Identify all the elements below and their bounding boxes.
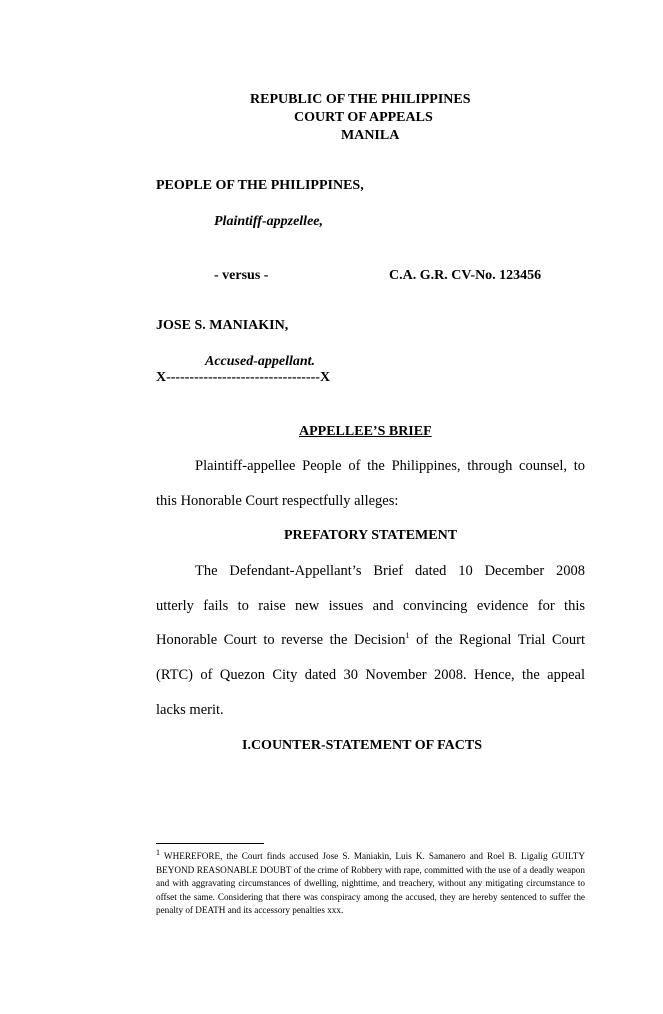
prefatory-line-3-rest: of the Regional Trial Court [409,632,585,648]
footnote-marker: 1 [156,847,160,857]
prefatory-line-5: lacks merit. [156,702,224,718]
prefatory-heading: PREFATORY STATEMENT [283,528,458,543]
intro-line-1: Plaintiff-appellee People of the Philippines, through counsel, to [195,458,585,474]
header-court: COURT OF APPEALS [294,110,433,125]
prefatory-line-3-text: Honorable Court to reverse the Decision [156,632,406,648]
prefatory-line-3 [156,632,585,649]
header-city: MANILA [341,128,400,143]
section-heading-facts: I.COUNTER-STATEMENT OF FACTS [242,738,482,753]
accused-name: JOSE S. MANIAKIN, [156,318,289,333]
prefatory-line-4: (RTC) of Quezon City dated 30 November 2008. Hence, the appeal [156,667,585,683]
brief-title: APPELLEE’S BRIEF [299,424,432,439]
footnote-reference: 1 [405,631,410,641]
plaintiff-name: PEOPLE OF THE PHILIPPINES, [156,178,364,193]
intro-line-2: this Honorable Court respectfully alleges: [156,493,399,509]
prefatory-line-1: The Defendant-Appellant’s Brief dated 10 December 2008 [195,563,585,579]
versus-label: - versus - [214,268,269,283]
accused-role: Accused-appellant. [205,354,316,369]
footnote-separator [156,843,264,844]
footnote [156,847,585,918]
prefatory-line-2: utterly fails to raise new issues and convincing evidence for this [156,598,585,614]
header-republic: REPUBLIC OF THE PHILIPPINES [250,92,471,107]
plaintiff-role: Plaintiff-appzellee, [214,214,323,229]
footnote-text: WHEREFORE, the Court finds accused Jose S. Maniakin, Luis K. Samanero and Roel B. Ligalig GUILTY BEYOND REASONABLE DOUBT of the crime of Robbery with rape, committed with the use of a deadly weapon and with aggravating circumstances of dwelling, nighttime, and treachery, without any mitigating circumstance to offset the same. Considering that there was conspiracy among the accused, they are hereby sentenced to suffer the penalty of DEATH and its accessory penalties xxx. [156,851,585,915]
caption-separator: X---------------------------------X [156,370,331,385]
case-number: C.A. G.R. CV-No. 123456 [389,268,542,283]
